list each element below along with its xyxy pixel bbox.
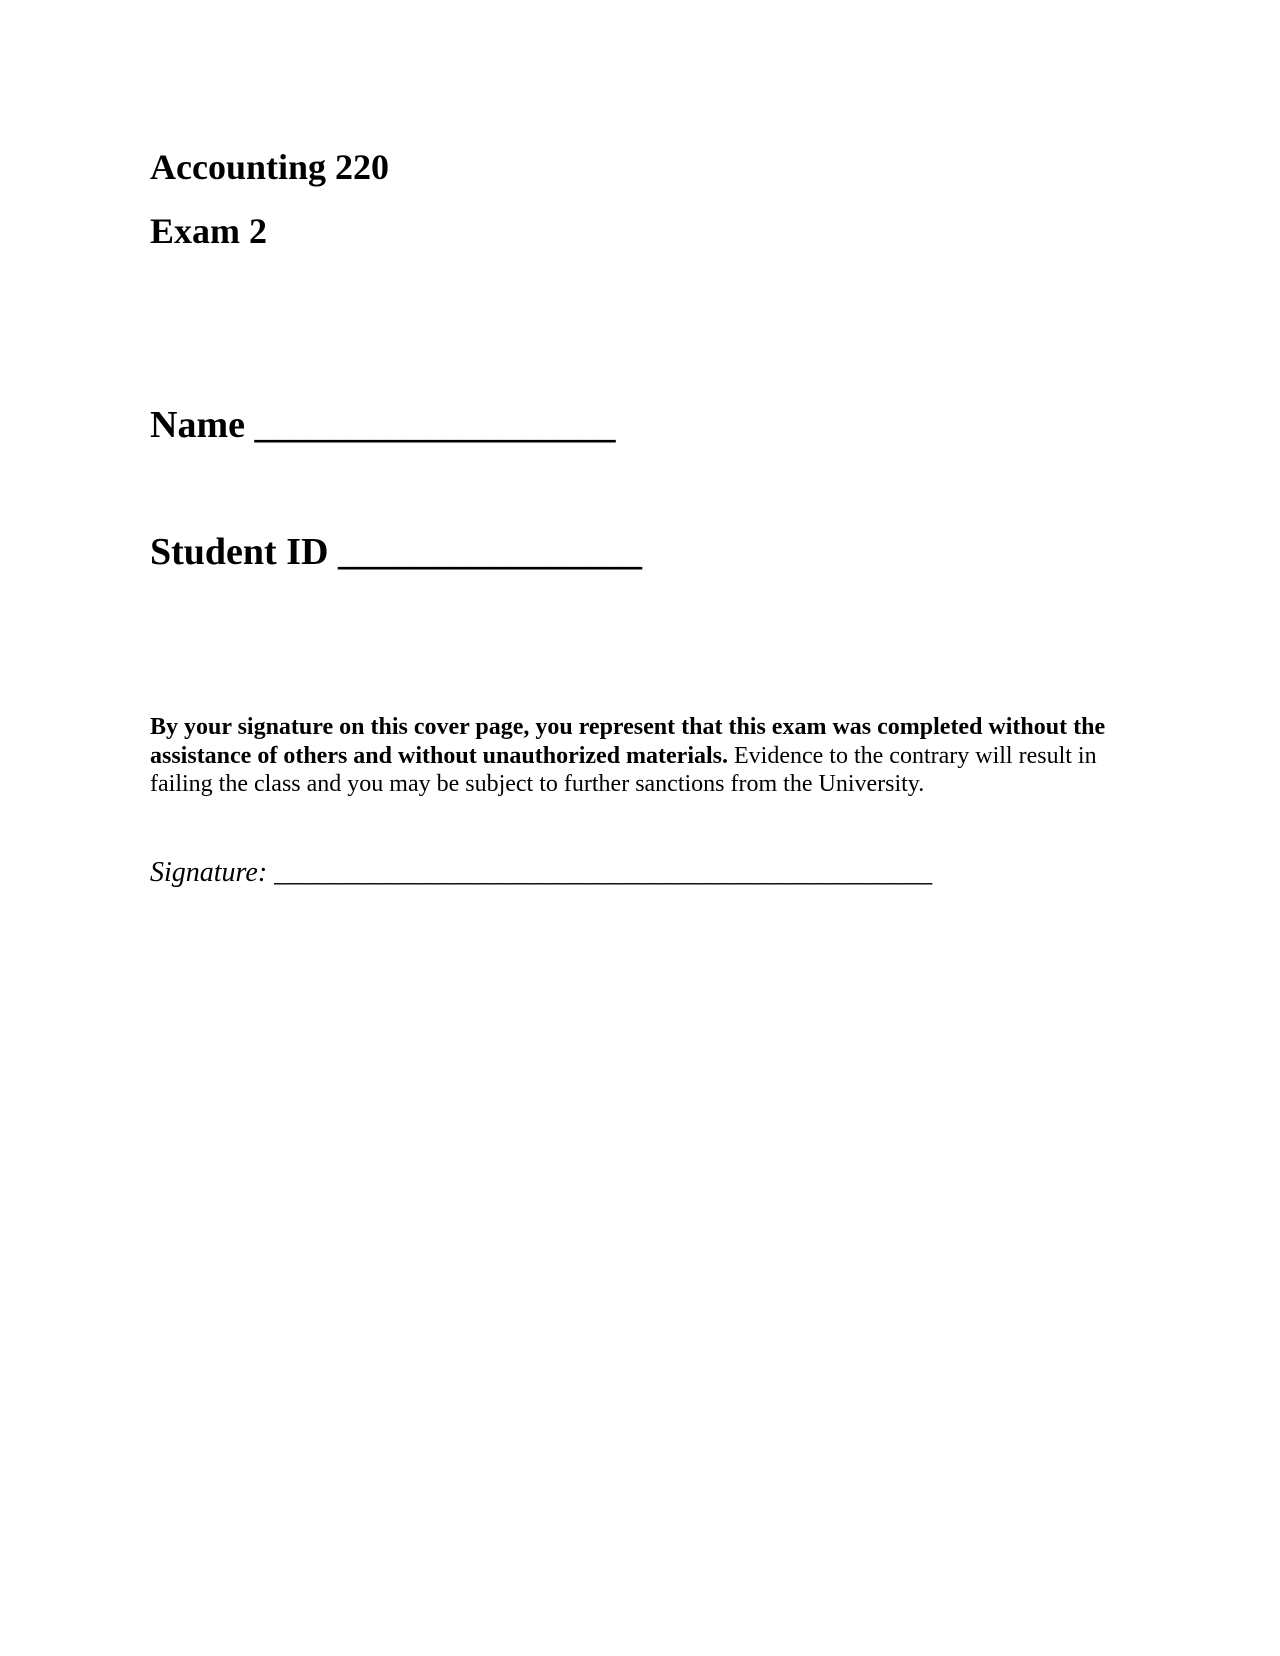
student-id-field — [150, 532, 642, 574]
honor-statement-bold: By your signature on this cover page, you represent that this exam was completed without the assistance of others and without unauthorized materials. — [150, 714, 1106, 769]
honor-statement — [150, 713, 1135, 799]
signature-label: Signature: — [150, 857, 268, 888]
signature-field — [150, 858, 932, 889]
signature-blank-line: _______________________________________________ — [274, 857, 933, 888]
name-blank-line: ___________________ — [254, 404, 616, 446]
name-field — [150, 405, 615, 447]
student-id-label: Student ID — [150, 531, 329, 573]
course-title-text: Accounting 220 — [150, 147, 390, 187]
course-title — [150, 148, 389, 188]
student-id-blank-line: ________________ — [337, 531, 642, 573]
honor-statement-regular: Evidence to the contrary will result in failing the class and you may be subject to further sanctions from the University. — [150, 742, 1097, 797]
exam-title-text: Exam 2 — [150, 211, 267, 251]
exam-title — [150, 212, 267, 252]
name-label: Name — [150, 404, 245, 446]
